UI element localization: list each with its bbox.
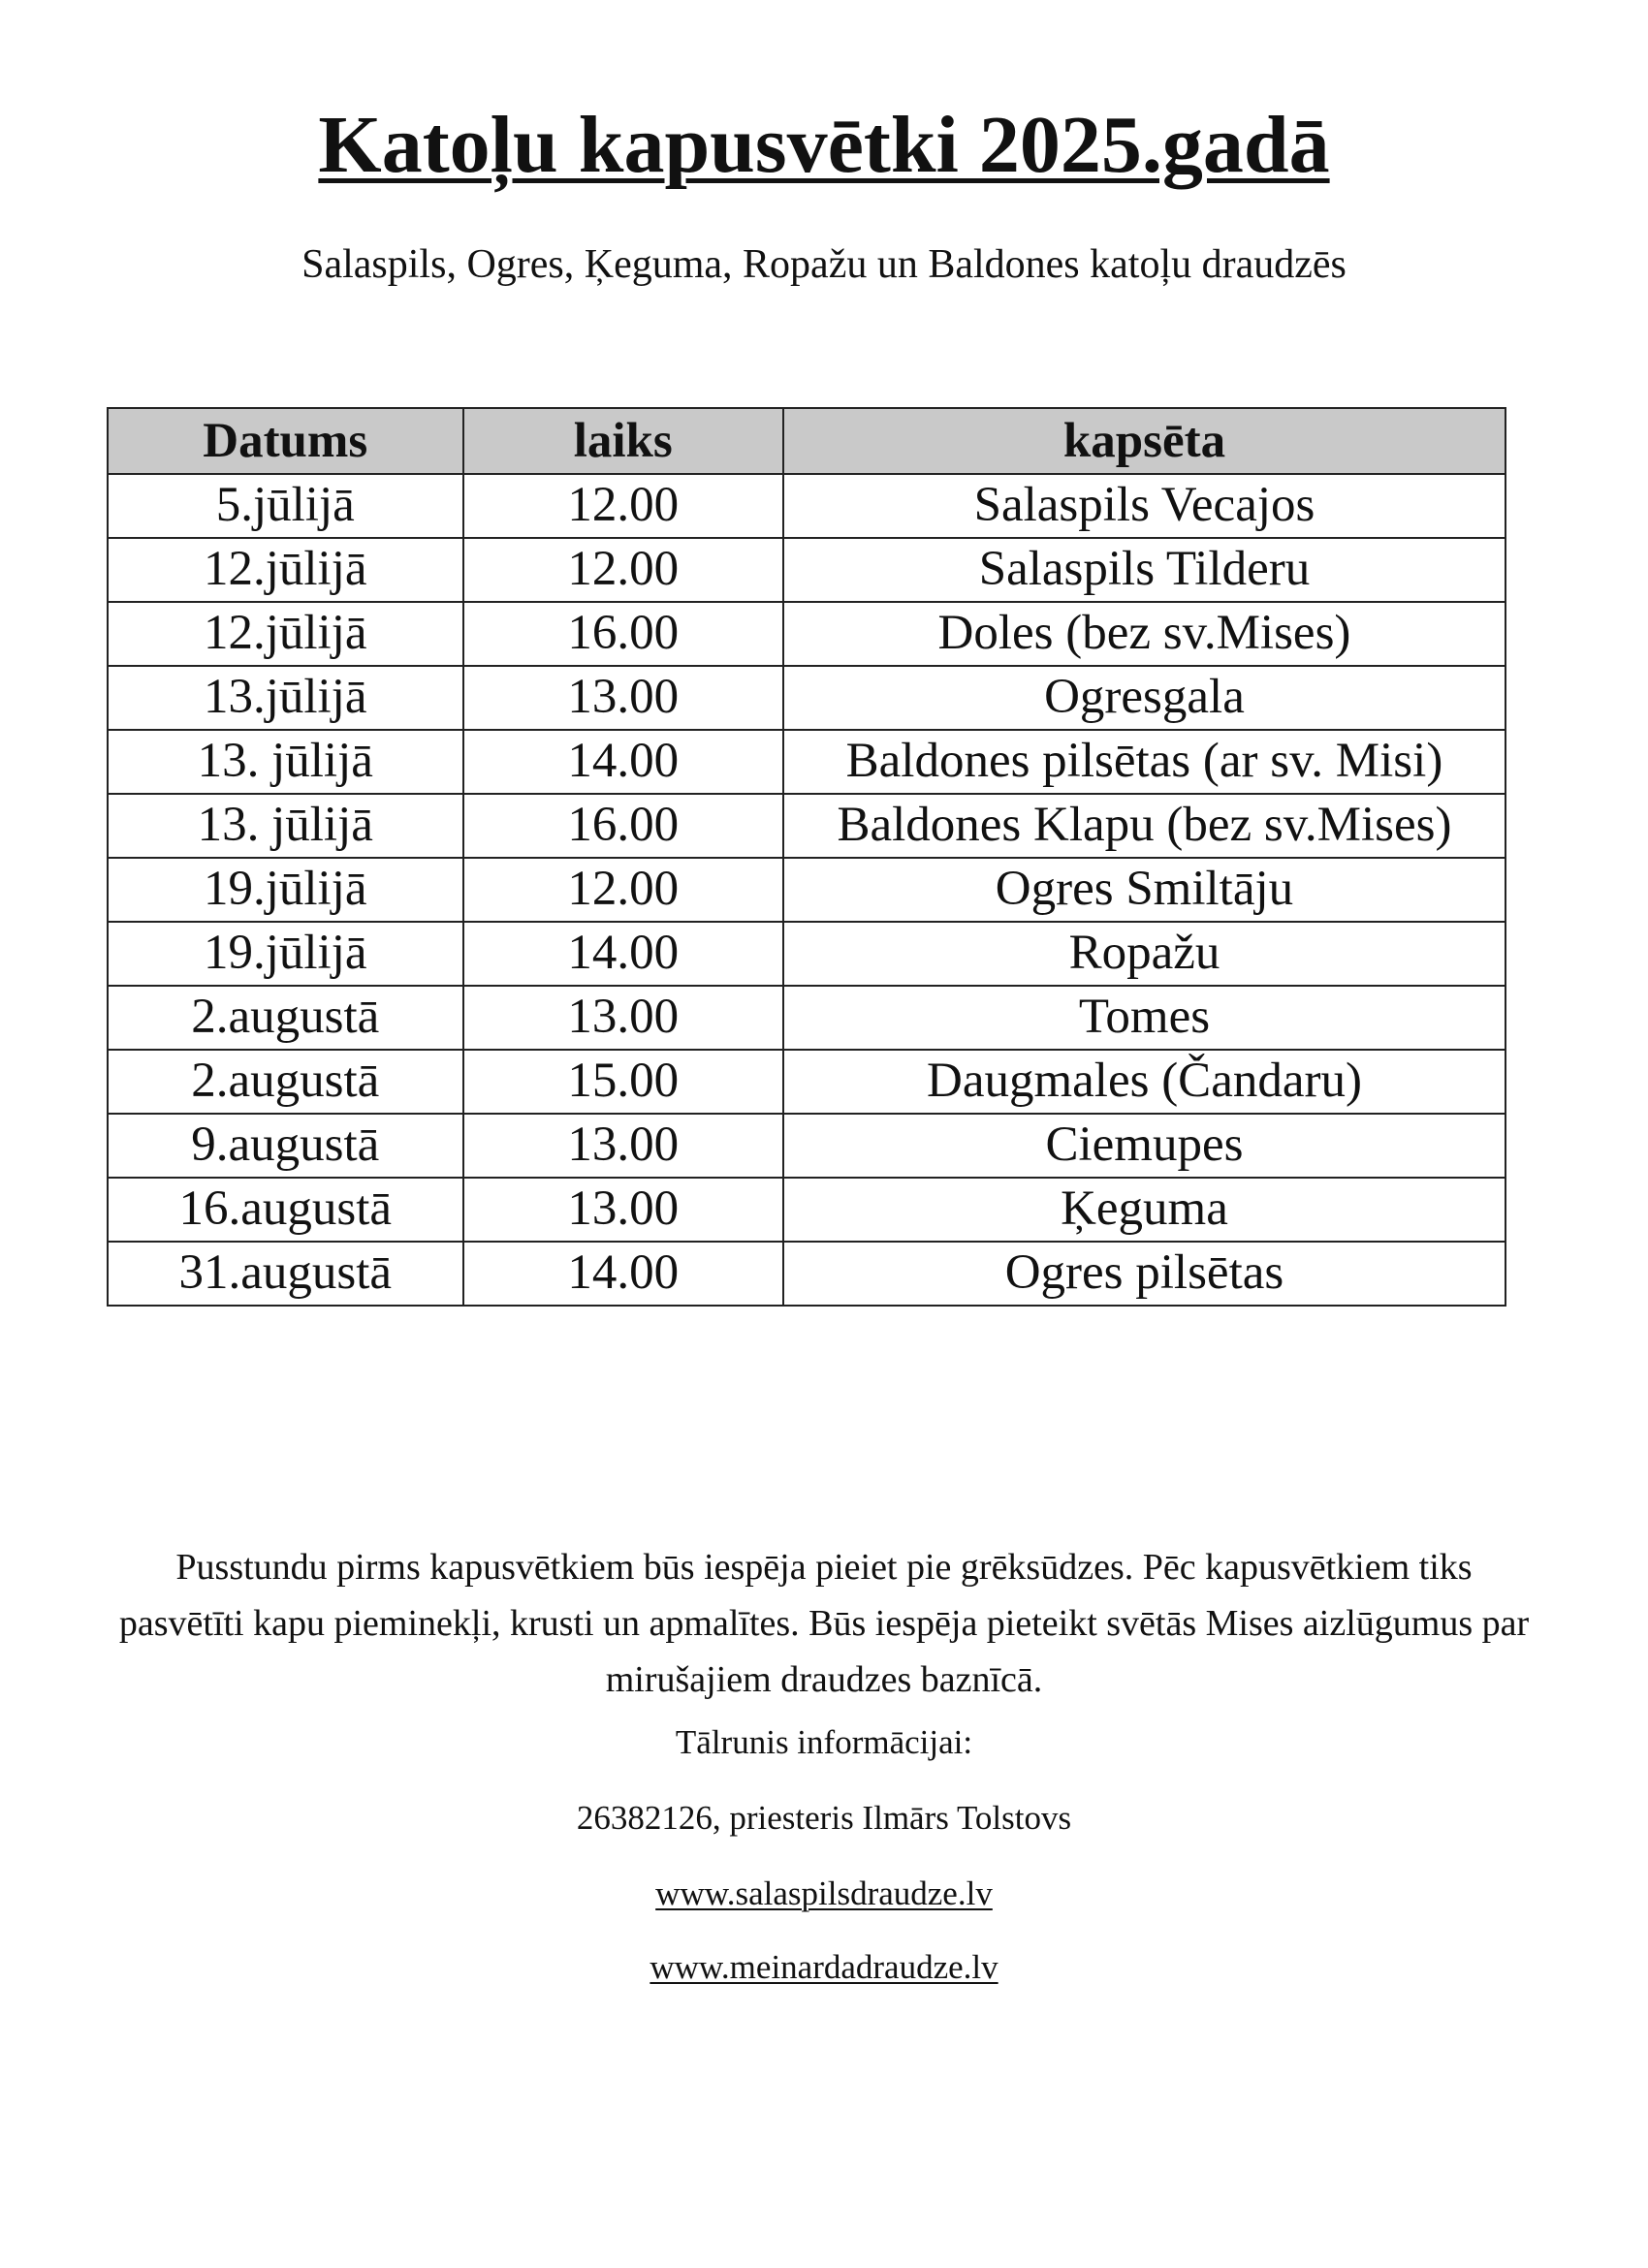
page-subtitle: Salaspils, Ogres, Ķeguma, Ropažu un Baldones katoļu draudzēs xyxy=(301,242,1347,287)
website-line-2 xyxy=(0,1950,1648,1984)
page-title-text: Katoļu kapusvētki 2025.gadā xyxy=(318,100,1330,190)
row-time: 14.00 xyxy=(463,1242,783,1306)
table-row xyxy=(108,922,1505,986)
row-time: 14.00 xyxy=(463,922,783,986)
table-row xyxy=(108,538,1505,602)
table-row xyxy=(108,474,1505,538)
row-time: 16.00 xyxy=(463,794,783,858)
schedule-table xyxy=(107,407,1506,1307)
row-place: Ogres pilsētas xyxy=(783,1242,1505,1306)
table-row xyxy=(108,1050,1505,1114)
table-row xyxy=(108,730,1505,794)
row-place: Ropažu xyxy=(783,922,1505,986)
row-date: 5.jūlijā xyxy=(108,474,463,538)
row-time: 13.00 xyxy=(463,986,783,1050)
page-title xyxy=(0,100,1648,190)
row-place: Doles (bez sv.Mises) xyxy=(783,602,1505,666)
table-row xyxy=(108,858,1505,922)
row-place: Baldones pilsētas (ar sv. Misi) xyxy=(783,730,1505,794)
website-link-salaspils[interactable]: www.salaspilsdraudze.lv xyxy=(655,1874,993,1912)
row-time: 13.00 xyxy=(463,1178,783,1242)
row-date: 16.augustā xyxy=(108,1178,463,1242)
row-time: 16.00 xyxy=(463,602,783,666)
table-row xyxy=(108,794,1505,858)
row-date: 12.jūlijā xyxy=(108,538,463,602)
row-place: Baldones Klapu (bez sv.Mises) xyxy=(783,794,1505,858)
row-place: Ogresgala xyxy=(783,666,1505,730)
row-time: 12.00 xyxy=(463,538,783,602)
row-date: 31.augustā xyxy=(108,1242,463,1306)
row-date: 2.augustā xyxy=(108,986,463,1050)
website-line-1 xyxy=(0,1876,1648,1910)
row-date: 12.jūlijā xyxy=(108,602,463,666)
row-time: 14.00 xyxy=(463,730,783,794)
phone-label: Tālrunis informācijai: xyxy=(675,1723,973,1761)
row-place: Ciemupes xyxy=(783,1114,1505,1178)
table-row xyxy=(108,1114,1505,1178)
table-row xyxy=(108,602,1505,666)
row-place: Ķeguma xyxy=(783,1178,1505,1242)
table-row xyxy=(108,1242,1505,1306)
row-time: 12.00 xyxy=(463,474,783,538)
row-place: Salaspils Tilderu xyxy=(783,538,1505,602)
header-time: laiks xyxy=(463,408,783,474)
row-place: Daugmales (Čandaru) xyxy=(783,1050,1505,1114)
table-row xyxy=(108,986,1505,1050)
website-link-meinarda[interactable]: www.meinardadraudze.lv xyxy=(650,1948,998,1986)
table-row xyxy=(108,1178,1505,1242)
row-time: 15.00 xyxy=(463,1050,783,1114)
row-date: 9.augustā xyxy=(108,1114,463,1178)
row-time: 13.00 xyxy=(463,1114,783,1178)
notice-text: Pusstundu pirms kapusvētkiem būs iespēja pieiet pie grēksūdzes. Pēc kapusvētkiem tiks pasvētīti kapu pieminekļi, krusti un apmalītes. Būs iespēja pieteikt svētās Mises aizlūgumus par mirušajiem draudzes baznīcā. xyxy=(118,1547,1530,1700)
row-date: 19.jūlijā xyxy=(108,922,463,986)
row-place: Tomes xyxy=(783,986,1505,1050)
row-time: 12.00 xyxy=(463,858,783,922)
row-place: Ogres Smiltāju xyxy=(783,858,1505,922)
table-row xyxy=(108,666,1505,730)
row-date: 13. jūlijā xyxy=(108,730,463,794)
row-date: 13.jūlijā xyxy=(108,666,463,730)
table-header-row xyxy=(108,408,1505,474)
row-time: 13.00 xyxy=(463,666,783,730)
phone-contact: 26382126, priesteris Ilmārs Tolstovs xyxy=(576,1799,1072,1837)
header-place: kapsēta xyxy=(783,408,1505,474)
row-date: 2.augustā xyxy=(108,1050,463,1114)
header-date: Datums xyxy=(108,408,463,474)
row-date: 13. jūlijā xyxy=(108,794,463,858)
row-place: Salaspils Vecajos xyxy=(783,474,1505,538)
row-date: 19.jūlijā xyxy=(108,858,463,922)
